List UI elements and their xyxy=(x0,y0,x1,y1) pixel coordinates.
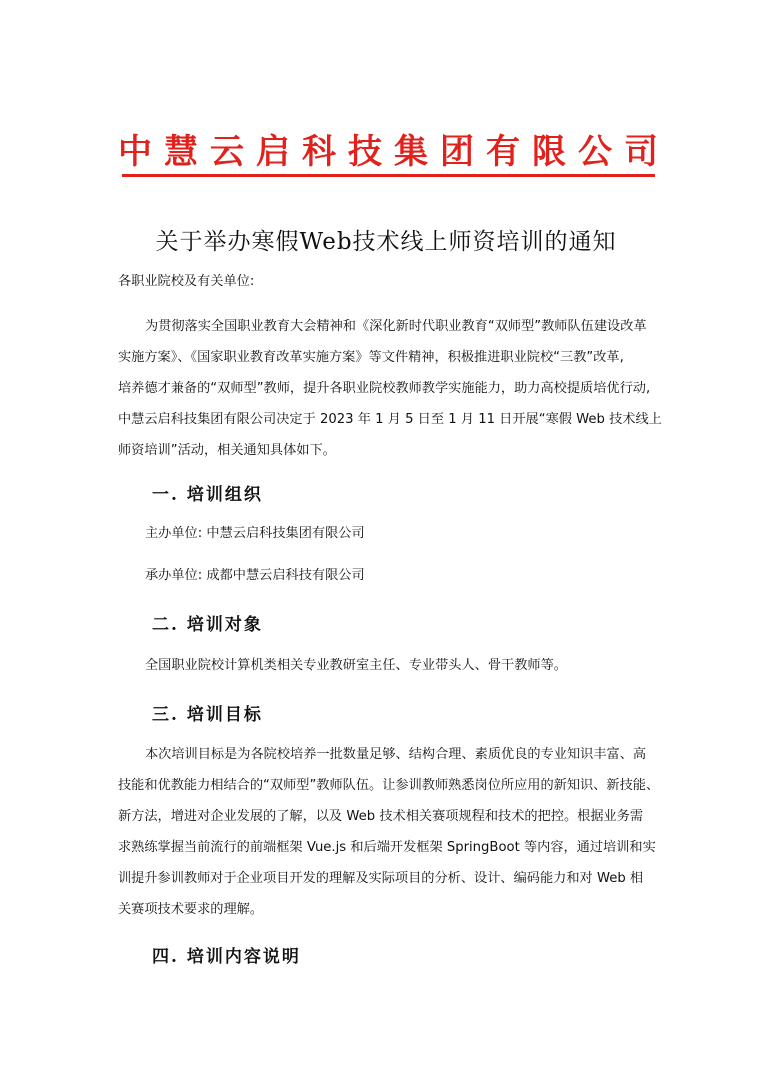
goals-line: 技能和优教能力相结合的“双师型”教师队伍。让参训教师熟悉岗位所应用的新知识、新技能、 xyxy=(118,778,660,793)
salutation: 各职业院校及有关单位: xyxy=(118,274,255,289)
audience-text: 全国职业院校计算机类相关专业教研室主任、专业带头人、骨干教师等。 xyxy=(145,658,567,673)
notice-title: 关于举办寒假Web技术线上师资培训的通知 xyxy=(155,229,617,255)
goals-line: 本次培训目标是为各院校培养一批数量足够、结构合理、素质优良的专业知识丰富、高 xyxy=(145,747,647,762)
section-heading-goals: 三. 培训目标 xyxy=(152,705,263,725)
intro-paragraph xyxy=(118,311,662,466)
section-heading-organization: 一. 培训组织 xyxy=(152,485,263,505)
goals-line: 新方法，增进对企业发展的了解，以及 Web 技术相关赛项规程和技术的把控。根据业务需 xyxy=(118,809,644,824)
goals-line: 求熟练掌握当前流行的前端框架 Vue.js 和后端开发框架 SpringBoot 等内容，通过培训和实 xyxy=(118,840,656,855)
goals-line: 训提升参训教师对于企业项目开发的理解及实际项目的分析、设计、编码能力和对 Web 相 xyxy=(118,871,644,886)
goals-line: 关赛项技术要求的理解。 xyxy=(118,902,264,917)
organization-name: 中慧云启科技集团有限公司 xyxy=(118,132,670,172)
organizer-unit: 承办单位: 成都中慧云启科技有限公司 xyxy=(145,568,365,583)
intro-line: 实施方案》、《国家职业教育改革实施方案》等文件精神，积极推进职业院校“三教”改革, xyxy=(118,350,624,365)
intro-line: 中慧云启科技集团有限公司决定于 2023 年 1 月 5 日至 1 月 11 日开展“寒假 Web 技术线上 xyxy=(118,412,662,427)
intro-line: 为贯彻落实全国职业教育大会精神和《深化新时代职业教育“双师型”教师队伍建设改革 xyxy=(145,319,647,334)
intro-line: 师资培训”活动，相关通知具体如下。 xyxy=(118,443,336,458)
host-unit: 主办单位: 中慧云启科技集团有限公司 xyxy=(145,526,365,541)
header-rule xyxy=(122,174,655,177)
section-heading-audience: 二. 培训对象 xyxy=(152,615,263,635)
intro-line: 培养德才兼备的“双师型”教师，提升各职业院校教师教学实施能力，助力高校提质培优行动, xyxy=(118,381,651,396)
goals-paragraph xyxy=(118,739,658,925)
section-heading-content: 四. 培训内容说明 xyxy=(152,947,301,967)
